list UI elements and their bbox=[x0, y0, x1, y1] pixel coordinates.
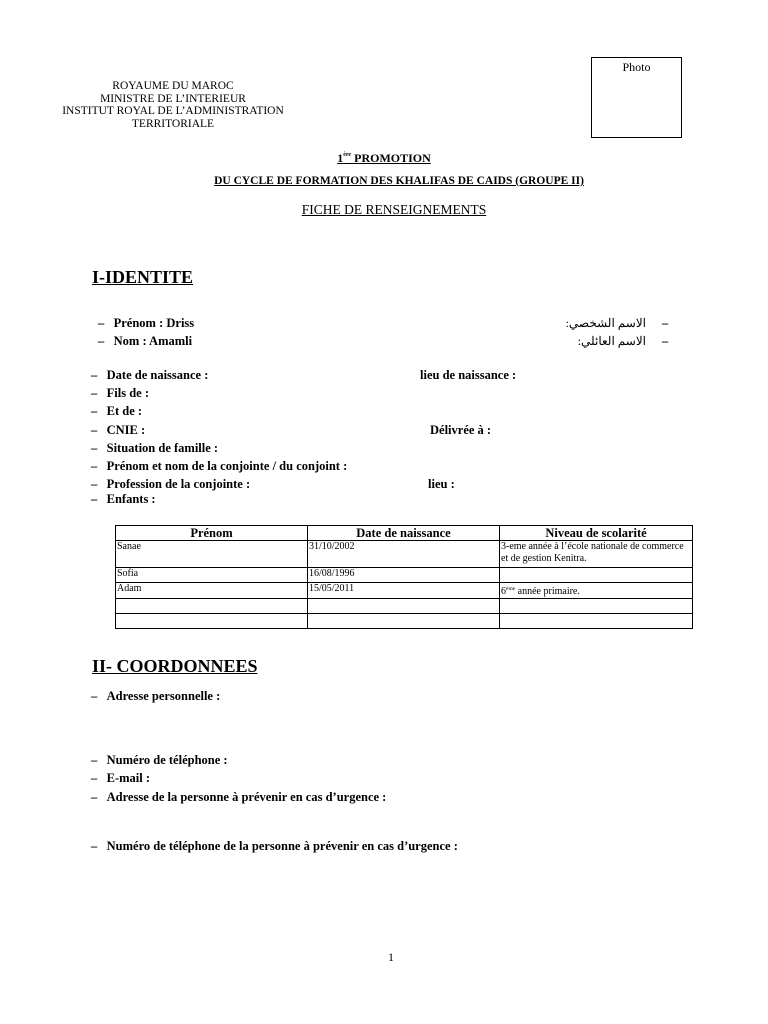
cell-prenom bbox=[116, 599, 308, 614]
adresse-urgence-row bbox=[91, 790, 386, 805]
dash-marker: – bbox=[91, 492, 98, 506]
dash-marker: – bbox=[91, 459, 98, 473]
cell-date bbox=[308, 599, 500, 614]
org-line-ministry: MINISTRE DE L’INTERIEUR bbox=[100, 92, 246, 105]
dash-marker: – bbox=[662, 334, 669, 348]
cell-niveau bbox=[500, 568, 693, 583]
org-line-territoriale: TERRITORIALE bbox=[131, 117, 215, 130]
cell-niveau: 3-eme année à l’école nationale de commerce et de gestion Kenitra. bbox=[500, 541, 693, 568]
cell-date bbox=[308, 614, 500, 629]
dash-marker: – bbox=[91, 753, 98, 767]
fils-de-row bbox=[91, 386, 149, 401]
lieu-naissance-label: lieu de naissance : bbox=[420, 368, 517, 382]
nom-arabic-label: الاسم العائلي: bbox=[577, 334, 646, 348]
form-title: FICHE DE RENSEIGNEMENTS bbox=[301, 202, 487, 217]
dash-marker: – bbox=[91, 771, 98, 785]
adresse-label: Adresse personnelle : bbox=[106, 689, 221, 703]
promo-superscript: ère bbox=[343, 152, 352, 158]
cell-prenom: Sofia bbox=[116, 568, 308, 583]
et-de-label: Et de : bbox=[106, 404, 143, 418]
cell-prenom: Sanae bbox=[116, 541, 308, 568]
organization-header bbox=[40, 80, 306, 130]
date-naissance-row bbox=[91, 368, 208, 383]
date-naissance-label: Date de naissance : bbox=[106, 368, 209, 382]
page-number: 1 bbox=[388, 950, 394, 964]
email-label: E-mail : bbox=[106, 771, 151, 785]
dash-marker: – bbox=[662, 316, 669, 330]
dash-marker: – bbox=[91, 423, 98, 437]
cell-prenom: Adam bbox=[116, 583, 308, 599]
photo-box bbox=[591, 57, 682, 138]
dash-marker: – bbox=[98, 316, 105, 330]
adresse-urgence-label: Adresse de la personne à prévenir en cas d’urgence : bbox=[106, 790, 387, 804]
profession-label: Profession de la conjointe : bbox=[106, 477, 251, 491]
dash-marker: – bbox=[91, 790, 98, 804]
dash-marker: – bbox=[91, 441, 98, 455]
dash-marker: – bbox=[98, 334, 105, 348]
dash-marker: – bbox=[91, 689, 98, 703]
column-header-date: Date de naissance bbox=[308, 526, 500, 541]
fils-de-label: Fils de : bbox=[106, 386, 149, 400]
prenom-line bbox=[98, 316, 194, 331]
column-header-niveau: Niveau de scolarité bbox=[500, 526, 693, 541]
promotion-title bbox=[0, 151, 768, 166]
dash-marker: – bbox=[91, 477, 98, 491]
promo-text: PROMOTION bbox=[351, 151, 431, 165]
section-identite-heading: I-IDENTITE bbox=[92, 267, 194, 287]
conjoint-label: Prénom et nom de la conjointe / du conjoint : bbox=[106, 459, 348, 473]
cell-niveau bbox=[500, 614, 693, 629]
enfants-label: Enfants : bbox=[106, 492, 156, 506]
photo-label: Photo bbox=[622, 60, 651, 74]
promo-number: 1 bbox=[337, 151, 344, 165]
situation-row bbox=[91, 441, 218, 456]
dash-marker: – bbox=[91, 839, 98, 853]
table-row bbox=[116, 568, 693, 583]
enfants-row bbox=[91, 492, 156, 507]
prenom-arabic-label: الاسم الشخصي: bbox=[565, 316, 646, 330]
adresse-row bbox=[91, 689, 220, 704]
email-row bbox=[91, 771, 150, 786]
cell-date: 15/05/2011 bbox=[308, 583, 500, 599]
nom-field: Nom : Amamli bbox=[113, 334, 193, 348]
nom-line bbox=[98, 334, 192, 349]
column-header-prenom: Prénom bbox=[116, 526, 308, 541]
cell-date: 31/10/2002 bbox=[308, 541, 500, 568]
table-header-row bbox=[116, 526, 693, 541]
delivree-label: Délivrée à : bbox=[430, 423, 492, 437]
table-row bbox=[116, 599, 693, 614]
dash-marker: – bbox=[91, 386, 98, 400]
niveau-number: 6 bbox=[501, 586, 506, 597]
cnie-label: CNIE : bbox=[106, 423, 146, 437]
table-row bbox=[116, 541, 693, 568]
niveau-rest: année primaire. bbox=[515, 586, 580, 597]
org-line-kingdom: ROYAUME DU MAROC bbox=[112, 80, 234, 92]
prenom-field: Prénom : Driss bbox=[113, 316, 195, 330]
situation-label: Situation de famille : bbox=[106, 441, 219, 455]
conjoint-row bbox=[91, 459, 347, 474]
telephone-label: Numéro de téléphone : bbox=[106, 753, 228, 767]
children-table bbox=[115, 525, 693, 629]
dash-marker: – bbox=[91, 404, 98, 418]
lieu-label: lieu : bbox=[428, 477, 455, 491]
cell-niveau bbox=[500, 583, 693, 599]
cell-prenom bbox=[116, 614, 308, 629]
profession-row bbox=[91, 477, 250, 492]
table-row bbox=[116, 583, 693, 599]
table-row bbox=[116, 614, 693, 629]
telephone-urgence-row bbox=[91, 839, 458, 854]
org-line-institute: INSTITUT ROYAL DE L’ADMINISTRATION bbox=[62, 105, 284, 117]
cycle-title: DU CYCLE DE FORMATION DES KHALIFAS DE CAIDS (GROUPE II) bbox=[214, 175, 584, 187]
et-de-row bbox=[91, 404, 142, 419]
section-coordonnees-heading: II- COORDONNEES bbox=[92, 656, 258, 676]
niveau-superscript: ème bbox=[506, 586, 516, 592]
telephone-row bbox=[91, 753, 228, 768]
dash-marker: – bbox=[91, 368, 98, 382]
cnie-row bbox=[91, 423, 145, 438]
cell-date: 16/08/1996 bbox=[308, 568, 500, 583]
cell-niveau bbox=[500, 599, 693, 614]
telephone-urgence-label: Numéro de téléphone de la personne à prévenir en cas d’urgence : bbox=[106, 839, 458, 853]
